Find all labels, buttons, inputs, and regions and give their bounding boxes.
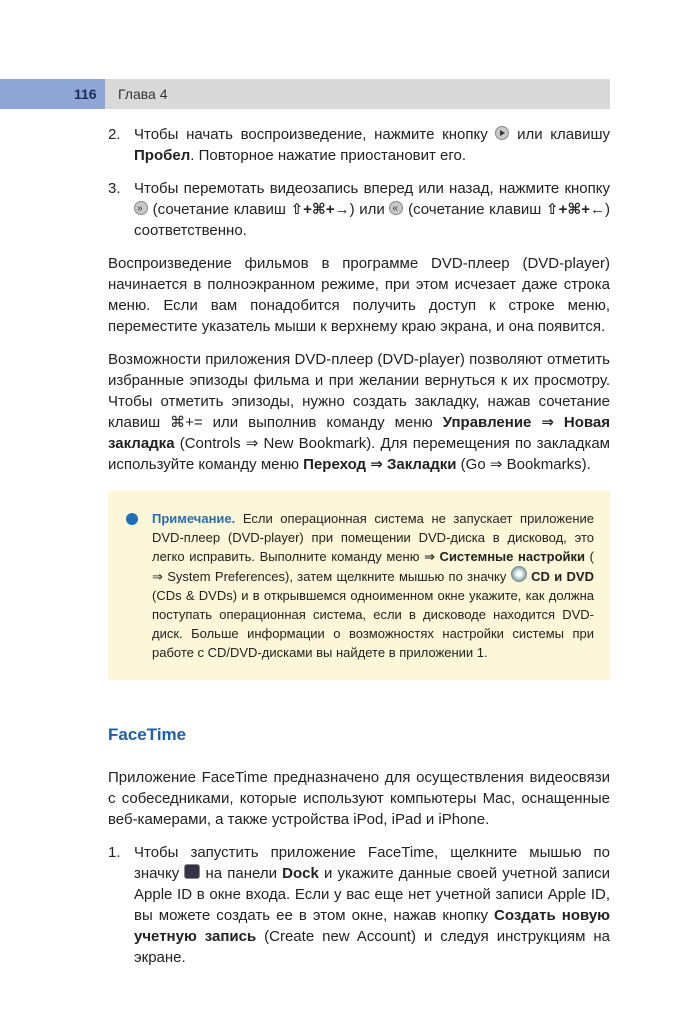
list-text [134, 178, 610, 241]
list-item [108, 178, 610, 241]
button-name: Создать новую учетную запись [134, 907, 610, 945]
text-run: Чтобы начать воспроизведение, нажмите кнопку [134, 126, 496, 143]
page-content [108, 124, 610, 980]
text-run: Если операционная система не запускает приложение DVD-плеер (DVD-player) при помещении DVD-диска в дисковод, это легко исправить. Выполните команду меню [152, 511, 594, 564]
key-name: Пробел [134, 147, 191, 164]
text-run: Чтобы запустить приложение FaceTime, щелкните мышью по значку [134, 844, 610, 882]
menu-command: ⇒ Системные настройки [424, 549, 586, 564]
shortcut: ⇧+⌘+→ [290, 201, 350, 218]
paragraph [108, 349, 610, 475]
list-text [134, 124, 610, 166]
text-run: (Controls ⇒ New Bookmark). Для перемещения по закладкам используйте команду меню [108, 435, 610, 473]
pref-name: CD и DVD [531, 569, 594, 584]
play-icon [495, 126, 509, 140]
note-label: Примечание. [152, 511, 236, 526]
text-run: на панели [200, 865, 283, 882]
text-run: Чтобы перемотать видеозапись вперед или назад, нажмите кнопку [134, 180, 610, 197]
section-title: FaceTime [108, 725, 187, 744]
text-run: ( [585, 549, 594, 564]
text-run: и укажите данные своей учетной записи Apple ID в окне входа. Если у вас еще нет учетной записи Apple ID, вы можете создать ее в этом окне, нажав кнопку [134, 865, 610, 924]
fast-forward-icon [134, 201, 148, 215]
shortcut: ⇧+⌘+← [546, 201, 606, 218]
text-run: (CDs & DVDs) и в открывшемся одноименном окне укажите, как должна поступать операционная система, если в дисководе находится DVD-диск. Больше информации о возможностях настройки системы при работе с CD/DVD-дисками вы найдете в приложении 1. [152, 588, 594, 660]
cd-dvd-icon [511, 566, 527, 582]
list-text [134, 842, 610, 968]
chapter-title: Глава 4 [118, 86, 168, 102]
text-run: ) или [349, 201, 390, 218]
text-run: (Go ⇒ Bookmarks). [456, 456, 591, 473]
text-run: (сочетание клавиш [148, 201, 291, 218]
dock-label: Dock [282, 865, 319, 882]
menu-command: Переход ⇒ Закладки [303, 456, 457, 473]
text-run: (сочетание клавиш [403, 201, 546, 218]
note-bullet-icon [126, 513, 138, 525]
text-run: или клавишу [509, 126, 610, 143]
text-run: . Повторное нажатие приостановит его. [190, 147, 467, 164]
text-run: ) соответственно. [134, 201, 611, 239]
rewind-icon [389, 201, 403, 215]
text-run: (Create new Account) и следуя инструкциям на экране. [134, 928, 610, 966]
page-number-box [0, 79, 105, 109]
note-box [108, 491, 610, 680]
page-header [0, 79, 610, 109]
list-number: 3. [108, 180, 121, 197]
list-item [108, 124, 610, 166]
list-item [108, 842, 610, 968]
paragraph: Воспроизведение фильмов в программе DVD-плеер (DVD-player) начинается в полноэкранном режиме, при этом исчезает даже строка меню. Если вам понадобится получить доступ к строке меню, переместите указатель мыши к верхнему краю экрана, и она появится. [108, 255, 610, 335]
text-run: Возможности приложения DVD-плеер (DVD-player) позволяют отметить избранные эпизоды фильма и при желании вернуться к их просмотру. Чтобы отметить эпизоды, нужно создать закладку, нажав сочетание клавиш ⌘+= или выполнив команду меню [108, 351, 610, 431]
list-number: 1. [108, 844, 121, 861]
list-number: 2. [108, 126, 121, 143]
facetime-icon [184, 864, 200, 879]
paragraph: Приложение FaceTime предназначено для осуществления видеосвязи с собеседниками, которые используют компьютеры Mac, оснащенные веб-камерами, а также устройства iPod, iPad и iPhone. [108, 769, 610, 828]
page-number: 116 [74, 86, 97, 102]
text-run: ⇒ System Preferences), затем щелкните мышью по значку [152, 569, 511, 584]
menu-command: Управление ⇒ Новая закладка [108, 414, 610, 452]
